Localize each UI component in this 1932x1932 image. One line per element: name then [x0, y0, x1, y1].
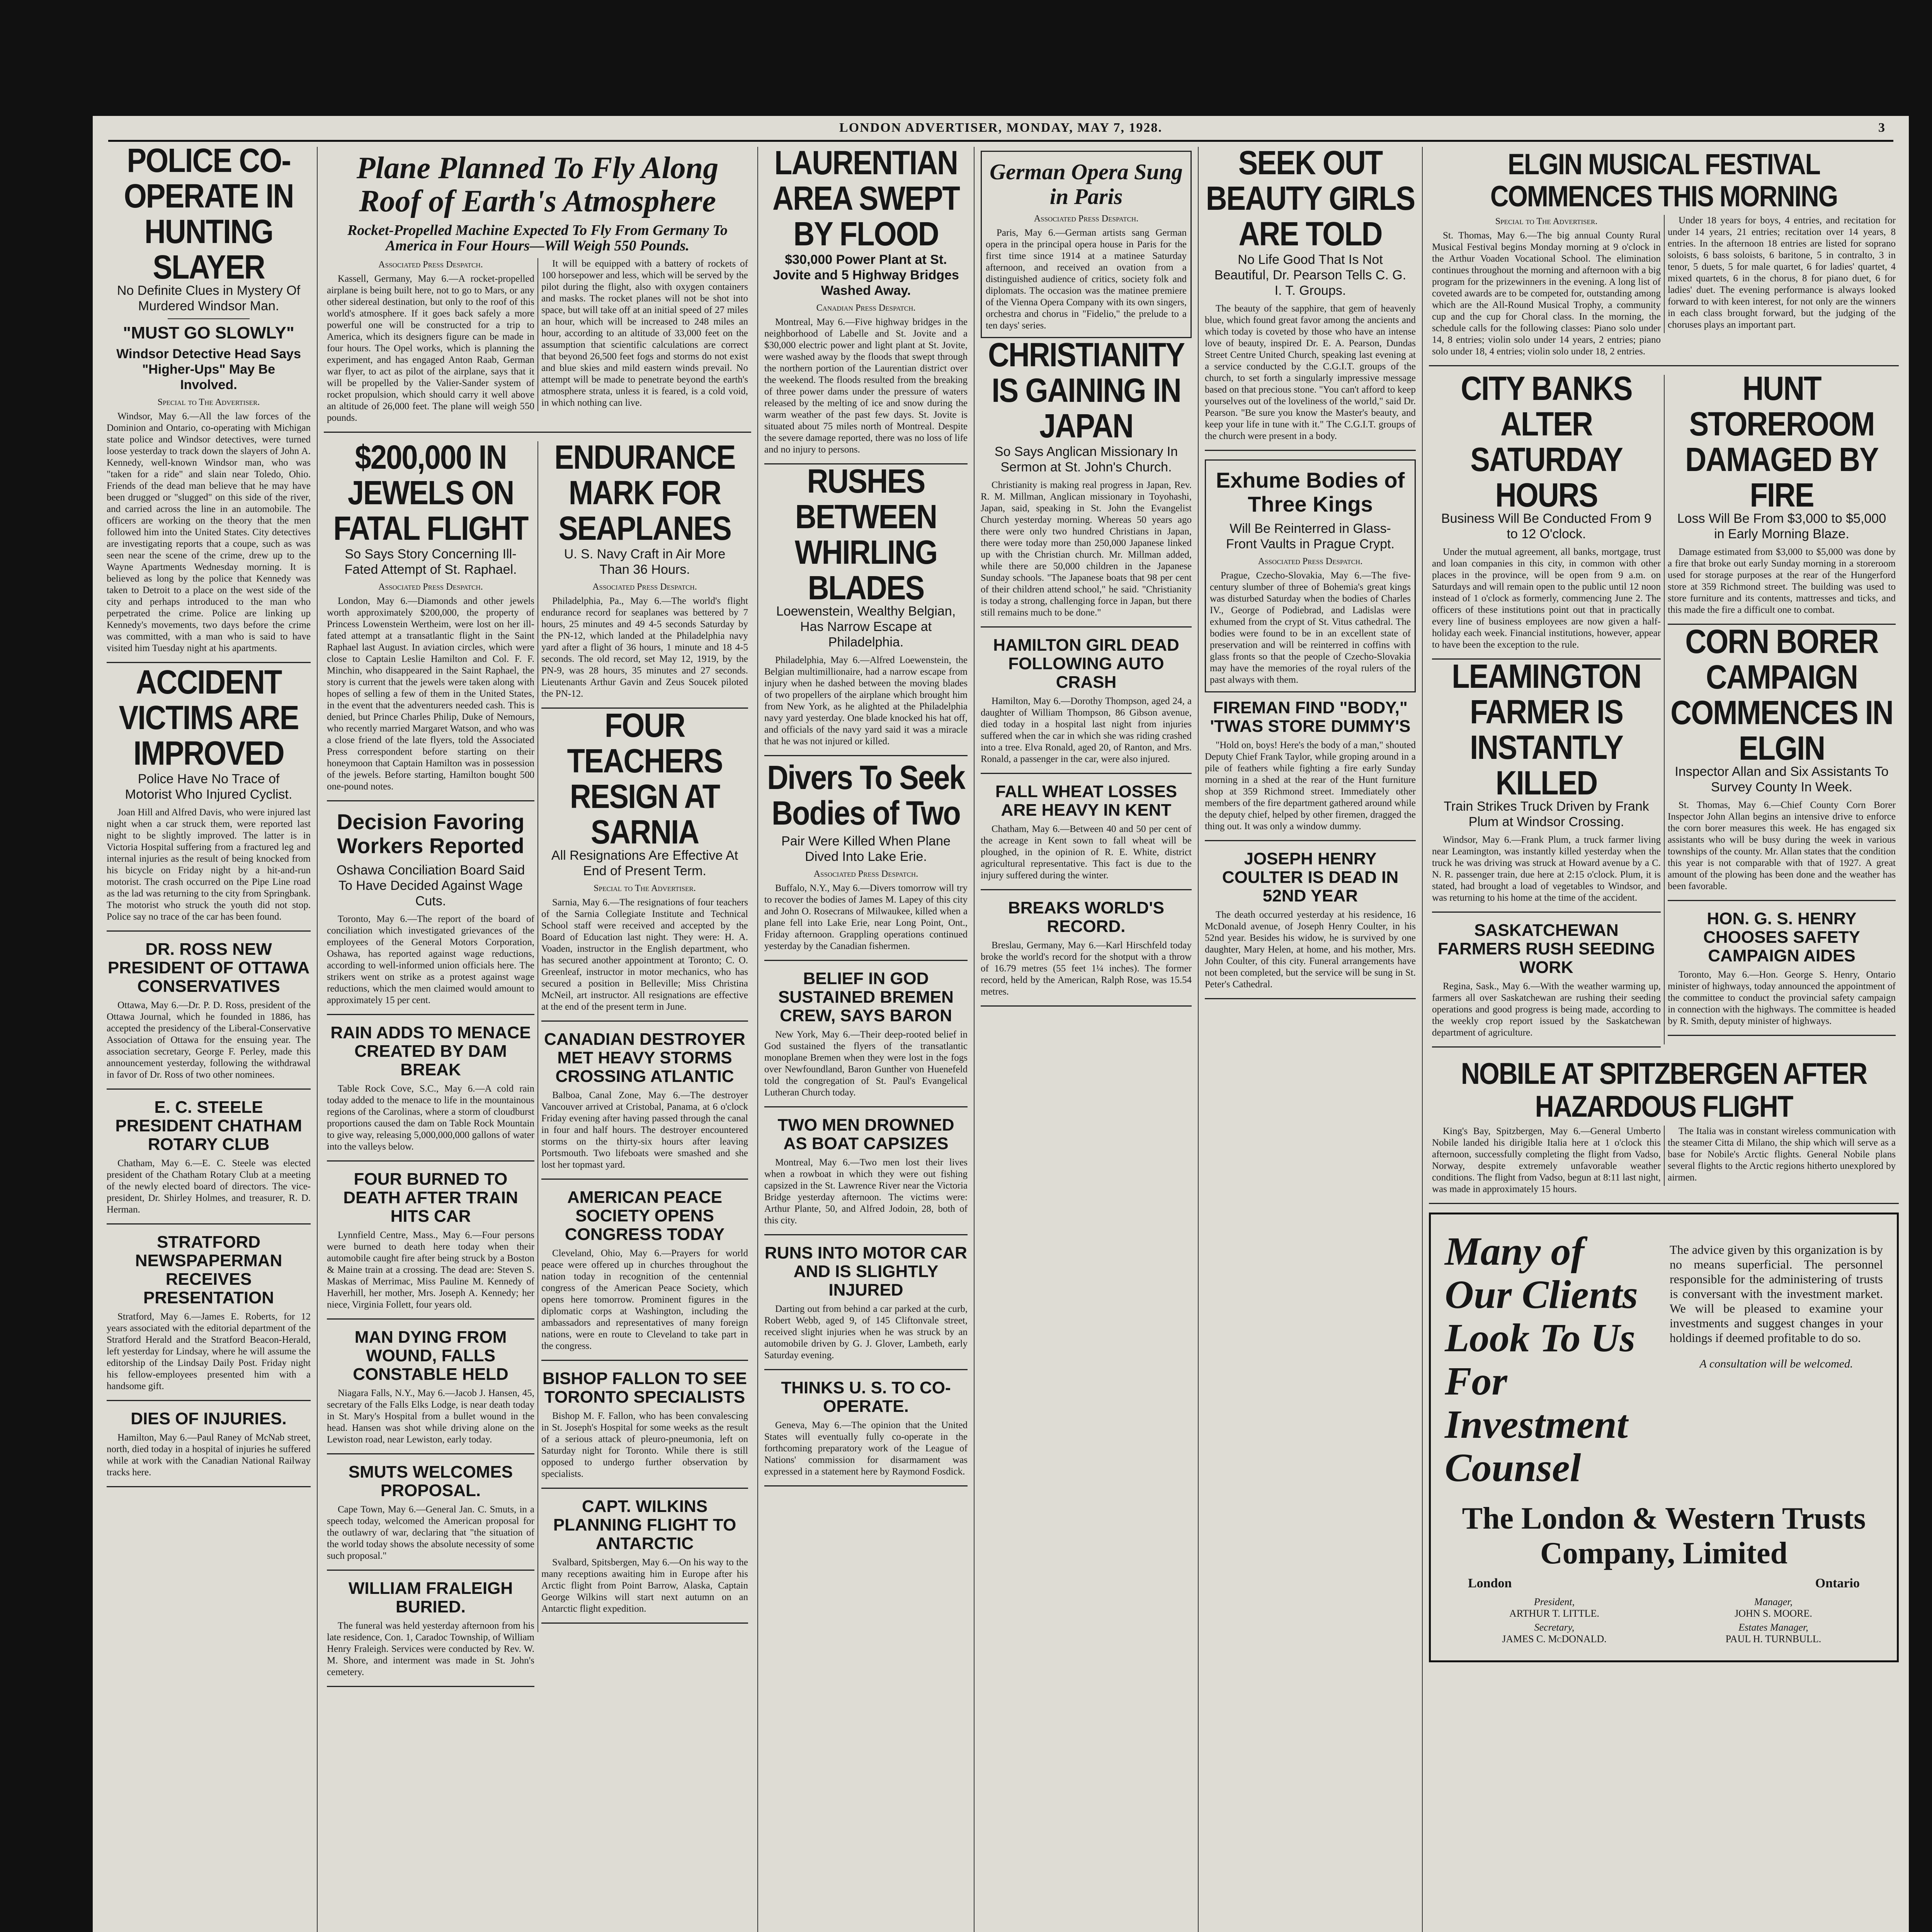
deck: Inspector Allan and Six Assistants To Survey County In Week. — [1675, 764, 1889, 794]
headline: FOUR TEACHERS RESIGN AT SARNIA — [567, 706, 723, 851]
headline: NOBILE AT SPITZBERGEN AFTER HAZARDOUS FLIGHT — [1461, 1056, 1867, 1124]
story-body: Kassell, Germany, May 6.—A rocket-propelled airplane is being built here, not to go to Mars, or any other sidereal destination, but only to the roof of this world's atmosphere. If it goes back safely a more powerful one will be constructed for a trip to America, which its designers figure can be made in four hours. The Opel works, which is planning the experiment, and has engaged Anton Raab, German war flyer, to act as pilot of the airplane, says that it will be propelled by the Valier-Sander system of rocket propulsion, which should carry it well above an altitude of 26,000 feet. The plane will weigh 550 pounds. — [327, 274, 534, 423]
story-destroyer — [541, 1030, 748, 1180]
headline: LEAMINGTON FARMER IS INSTANTLY KILLED — [1452, 657, 1641, 802]
column-1 — [100, 147, 317, 1932]
story-smuts — [327, 1463, 534, 1571]
column-3 — [537, 438, 751, 1632]
column-2 — [324, 438, 537, 1696]
story-jewels — [327, 438, 534, 801]
story-accident — [107, 663, 311, 932]
officer-name: ARTHUR T. LITTLE. — [1509, 1608, 1599, 1619]
story-christianity — [981, 336, 1192, 628]
headline: FOUR BURNED TO DEATH AFTER TRAIN HITS CAR — [343, 1170, 518, 1226]
story-body: New York, May 6.—Their deep-rooted belief in God sustained the flyers of the transatlantic monoplane Bremen when they were lost in the fogs over Newfoundland, Baron Gunther von Huenefeld told the congregation of St. Paul's Evangelical Lutheran Church today. — [764, 1029, 968, 1098]
officer — [1664, 1622, 1883, 1645]
officer — [1445, 1622, 1664, 1645]
headline: THINKS U. S. TO CO-OPERATE. — [781, 1378, 951, 1416]
story-column — [1664, 1126, 1899, 1186]
headline: DIES OF INJURIES. — [131, 1409, 287, 1428]
headline: Divers To Seek Bodies of Two — [767, 759, 965, 832]
deck: Train Strikes Truck Driven by Frank Plum at Windsor Crossing. — [1444, 799, 1649, 829]
ad-copy — [1670, 1230, 1883, 1490]
story-body: Bishop M. F. Fallon, who has been convalescing in St. Joseph's Hospital for some weeks as the result of a serious attack of pleuro-pneumonia, left on Saturday night for Toronto. While there is still opposed to undergo further observation by specialists. — [541, 1411, 748, 1479]
newspaper-page — [93, 116, 1909, 1932]
story-body: Joan Hill and Alfred Davis, who were injured last night when a car struck them, were reported last night to be slightly improved. The latter is in Victoria Hospital suffering from a fractured leg and internal injuries as the result of being knocked from his bicycle on Friday night by a hit-and-run motorist. The crash occurred on the Pipe Line road as the lad was returning to the city from Springbank. The motorist who struck the youth did not stop. Police say no trace of the car has been found. — [107, 807, 311, 922]
story-exhume — [1205, 459, 1416, 692]
story-body: Under the mutual agreement, all banks, mortgage, trust and loan companies in this city, in common with other places in the province, will be open from 9 a.m. on Saturdays and will remain open to the public until 12 noon instead of 1 o'clock as formerly, commencing June 2. The officers of these institutions point out that in practically every line of business employees are now given a half-holiday each week. Financial institutions, however, appear to have been the exception to the rule. — [1432, 547, 1661, 650]
story-column — [1429, 1126, 1664, 1197]
story-police — [107, 147, 311, 663]
headline: CANADIAN DESTROYER MET HEAVY STORMS CROSSING ATLANTIC — [544, 1030, 745, 1086]
story-leamington — [1432, 657, 1661, 913]
headline: RUNS INTO MOTOR CAR AND IS SLIGHTLY INJURED — [765, 1243, 967, 1299]
story-body: Windsor, May 6.—Frank Plum, a truck farmer living near Leamington, was instantly killed yesterday when the truck he was driving was struck at Howard avenue by a C. N. R. passenger train, due here at 2:15 o'clock. Plum, it is stated, had brought a load of vegetables to Windsor, and was returning to his home at the time of the accident. — [1432, 835, 1661, 903]
officer-role: President, — [1534, 1596, 1575, 1607]
story-bremen — [764, 969, 968, 1107]
dateline: Associated Press Despatch. — [592, 582, 697, 592]
story-body: Toronto, May 6.—Hon. George S. Henry, Ontario minister of highways, today announced the appointment of the committee to conduct the provincial safety campaign in connection with the highways. The committee is headed by R. Smith, deputy minister of highways. — [1668, 969, 1896, 1026]
story-nobile — [1429, 1056, 1899, 1204]
story-column — [1429, 215, 1664, 360]
headline: WILLIAM FRALEIGH BURIED. — [348, 1579, 513, 1616]
story-body: The death occurred yesterday at his residence, 16 McDonald avenue, of Joseph Henry Coulter, in his 52nd year. Besides his widow, he is survived by one daughter, Mary Helen, at home, and his mother, Mrs. John Coulter, of this city. Funeral arrangements have not been completed, but the service will be sung in St. Peter's Cathedral. — [1205, 910, 1416, 990]
headline: RAIN ADDS TO MENACE CREATED BY DAM BREAK — [330, 1023, 531, 1079]
story-seaplanes — [541, 438, 748, 709]
story-body: Chatham, May 6.—Between 40 and 50 per cent of the acreage in Kent sown to fall wheat will be ploughed, in the opinion of R. E. White, district agricultural representative. This fact is due to the injury suffered during the winter. — [981, 824, 1192, 881]
story-injuries — [107, 1410, 311, 1487]
officer-name: PAUL H. TURNBULL. — [1725, 1633, 1821, 1645]
headline: BISHOP FALLON TO SEE TORONTO SPECIALISTS — [543, 1369, 747, 1406]
story-body: Under 18 years for boys, 4 entries, and recitation for under 14 years, 21 entries; recitation over 14 years, 8 entries. In the afternoon 18 entries are listed for soprano soloists, 6 bass soloists, 6 baritone, 5 in contralto, 3 in tenor, 5 duets, 5 for male quartet, 6 for ladies' quartet, 4 mixed quartets, 6 in the chorus, 8 for piano duet, 6 for ladies' duet. The evening performance is always looked forward to with keen interest, for not only are the winners in each class brought forward, but the judging of the choruses plays an important part. — [1668, 215, 1896, 330]
story-henry — [1668, 910, 1896, 1036]
story-divers — [764, 759, 968, 961]
story-steele — [107, 1098, 311, 1225]
headline: SMUTS WELCOMES PROPOSAL. — [348, 1463, 513, 1500]
story-saskatchewan — [1432, 921, 1661, 1048]
deck: No Definite Clues in Mystery Of Murdered Windsor Man. — [117, 283, 301, 313]
story-rain — [327, 1024, 534, 1162]
story-rushes — [764, 462, 968, 756]
headline: CITY BANKS ALTER SATURDAY HOURS — [1461, 369, 1632, 514]
ad-location — [1468, 1576, 1860, 1591]
story-body: Table Rock Cove, S.C., May 6.—A cold rain today added to the menace to life in the mountainous regions of the Carolinas, where a storm of cloudburst proportions caused the dam on Table Rock Mountain to give way, releasing 5,000,000,000 gallons of water into the valleys below. — [327, 1083, 534, 1152]
headline: Exhume Bodies of Three Kings — [1216, 468, 1405, 516]
deck: Will Be Reinterred in Glass-Front Vaults in Prague Crypt. — [1226, 521, 1395, 551]
story-body: Balboa, Canal Zone, May 6.—The destroyer Vancouver arrived at Cristobal, Panama, at 6 o'clock Friday evening after having passed through the canal in four and half hours. The destroyer encountered storms on the thirty-six hours after leaving Portsmouth. Two lifeboats were smashed and she lost her topmast yard. — [541, 1090, 748, 1170]
story-drowned — [764, 1116, 968, 1235]
story-plane — [324, 151, 751, 433]
dateline: Special to The Advertiser. — [594, 883, 696, 893]
column-2-3 — [317, 147, 757, 1932]
ad-top — [1445, 1230, 1883, 1490]
column-7-8 — [1422, 147, 1905, 1932]
headline: $200,000 IN JEWELS ON FATAL FLIGHT — [333, 438, 528, 548]
officer-role: Secretary, — [1534, 1622, 1575, 1633]
dateline: Canadian Press Despatch. — [816, 303, 916, 313]
story-body: Montreal, May 6.—Two men lost their lives when a rowboat in which they were out fishing capsized in the St. Lawrence River near the Victoria Bridge yesterday afternoon. The victims were: Arthur Plante, 50, and Alfred Jodoin, 28, both of this city. — [764, 1157, 968, 1226]
headline: SEEK OUT BEAUTY GIRLS ARE TOLD — [1206, 147, 1415, 253]
headline: Decision Favoring Workers Reported — [337, 810, 525, 858]
story-body: Christianity is making real progress in Japan, Rev. R. M. Millman, Anglican missionary in Toyohashi, Japan, said, speaking in St. John the Evangelist Church yesterday morning. Whereas 50 years ago there were only two hundred Christians in Japan, there were today more than 250,000 Japanese linked up with the Christian church. Mr. Millman added, while there are 50,000 children in the Japanese Sunday schools. "The Japanese boats that 98 per cent of their children attend school," he said. "Christianity is today a strong, challenging force in Japan, but there still remains much to be done." — [981, 480, 1192, 618]
ad-note: A consultation will be welcomed. — [1699, 1357, 1853, 1370]
story-cooperate — [764, 1379, 968, 1486]
story-cornborer — [1668, 622, 1896, 901]
headline: DR. ROSS NEW PRESIDENT OF OTTAWA CONSERVATIVES — [107, 940, 310, 996]
story-storeroom — [1668, 369, 1896, 625]
headline: LAURENTIAN AREA SWEPT BY FLOOD — [772, 147, 959, 253]
story-dying — [327, 1328, 534, 1454]
headline: POLICE CO-OPERATE IN HUNTING SLAYER — [124, 147, 294, 286]
divider — [168, 318, 249, 319]
story-banks — [1432, 369, 1661, 660]
headline: HAMILTON GIRL DEAD FOLLOWING AUTO CRASH — [993, 636, 1179, 692]
story-body: Regina, Sask., May 6.—With the weather warming up, farmers all over Saskatchewan are rushing their seeding operations and good progress is being made, according to the weekly crop report issued by the Saskatchewan department of agriculture. — [1432, 981, 1661, 1038]
story-runsinto — [764, 1244, 968, 1370]
story-body: Svalbard, Spitsbergen, May 6.—On his way to the many receptions awaiting him in Europe after his Arctic flight from Point Barrow, Alaska, Captain George Wilkins will start next autumn on an Antarctic flight expedition. — [541, 1557, 748, 1614]
story-column — [1664, 215, 1899, 333]
story-column — [324, 258, 537, 426]
headline: MAN DYING FROM WOUND, FALLS CONSTABLE HELD — [353, 1328, 509, 1384]
story-body: Damage estimated from $3,000 to $5,000 was done by a fire that broke out early Sunday morning in a storeroom used for storage purposes at the rear of the Hungerford store at 359 Richmond street. The building was used to store furniture and its contents, mattresses and ticks, and this made the fire a difficult one to combat. — [1668, 547, 1896, 615]
headline: SASKATCHEWAN FARMERS RUSH SEEDING WORK — [1437, 921, 1655, 977]
officer — [1664, 1596, 1883, 1619]
story-wilkins — [541, 1497, 748, 1624]
story-coulter — [1205, 850, 1416, 999]
story-body: Chatham, May 6.—E. C. Steele was elected president of the Chatham Rotary Club at a meeting of the newly elected board of directors. The vice-president, Dr. Shirley Holmes, and treasurer, R. D. Herman. — [107, 1158, 311, 1215]
ad-city-left: London — [1468, 1576, 1512, 1590]
headline: JOSEPH HENRY COULTER IS DEAD IN 52ND YEAR — [1222, 849, 1399, 905]
dateline: Special to The Advertiser. — [1495, 216, 1598, 226]
ad-officers — [1445, 1596, 1883, 1645]
folio-text: LONDON ADVERTISER, MONDAY, MAY 7, 1928. — [839, 121, 1162, 135]
headline: ENDURANCE MARK FOR SEAPLANES — [554, 438, 735, 548]
story-body: Paris, May 6.—German artists sang German opera in the principal opera house in Paris for the first time since 1914 at a matinee Saturday afternoon, and received an ovation from a distinguished audience of critics, society folk and diplomats. The occasion was the matinee premiere of the Vienna Opera Company with its own singers, orchestra and chorus in "Fidelio," the prelude to a ten days' series. — [986, 228, 1187, 331]
story-body: Toronto, May 6.—The report of the board of conciliation which investigated grievances of the employees of the General Motors Corporation, Oshawa, has reported against wage reductions, according to well-informed union officials here. The strikers went on strike as a protest against wage reductions, which the men claimed would amount to approximately 15 per cent. — [327, 914, 534, 1005]
deck: Loewenstein, Wealthy Belgian, Has Narrow Escape at Philadelphia. — [776, 604, 956, 650]
column-6 — [1198, 147, 1422, 1932]
headline: RUSHES BETWEEN WHIRLING BLADES — [794, 462, 937, 607]
story-decision — [327, 810, 534, 1015]
story-body: Hamilton, May 6.—Dorothy Thompson, aged 24, a daughter of William Thompson, 86 Gibson avenue, died today in a hospital last night from injuries suffered when the car in which she was riding crashed into a tree. Elva Ronald, aged 20, of Ranton, and Mrs. Ronald, a passenger in the car, were also injured. — [981, 696, 1192, 764]
story-body: The beauty of the sapphire, that gem of heavenly blue, which found great favor among the ancients and which today is coveted by those who have an intense love of beauty, inspired Dr. E. A. Pearson, Dundas Street Centre United Church, speaking last evening at a service conducted by the C.G.I.T. groups of the church, to set forth a singularly impressive message based on that precious stone. "You can't afford to keep yourselves out of the loveliness of the world," said Dr. Pearson. "Be sure you know the Master's beauty, and keep your life in tune with it." The C.G.I.T. groups of the church were present in a body. — [1205, 303, 1416, 441]
deck: Rocket-Propelled Machine Expected To Fly From Germany To America in Four Hours—Will Weigh 550 Pounds. — [347, 222, 728, 254]
deck: Police Have No Trace of Motorist Who Injured Cyclist. — [125, 772, 293, 802]
story-teachers — [541, 706, 748, 1022]
headline: CHRISTIANITY IS GAINING IN JAPAN — [988, 336, 1184, 445]
headline: CORN BORER CAMPAIGN COMMENCES IN ELGIN — [1670, 622, 1893, 767]
story-body: St. Thomas, May 6.—Chief County Corn Borer Inspector John Allan begins an intensive drive to enforce the corn borer measures this week. He has engaged six assistants who will be busy during the week in various townships of the county. Mr. Allan states that the condition this year is not comparable with that of 1927. A great amount of the plowing has been done and the weather has been favorable. — [1668, 800, 1896, 891]
column-5 — [974, 147, 1198, 1932]
story-laurentian — [764, 147, 968, 464]
story-body: Philadelphia, Pa., May 6.—The world's flight endurance record for seaplanes was bettered by 7 hours, 25 minutes and 49 4-5 seconds Saturday by the PN-12, which landed at the Philadelphia navy yard after a flight of 36 hours, 1 minute and 18 4-5 seconds. The old record, set May 12, 1919, by the PN-9, was 28 hours, 35 minutes and 27 seconds. Lieutenants Arthur Gavin and Zeus Soucek piloted the PN-12. — [541, 596, 748, 699]
story-opera — [981, 151, 1192, 338]
story-record — [981, 899, 1192, 1007]
deck: Pair Were Killed When Plane Dived Into Lake Erie. — [781, 834, 951, 864]
officer-role: Manager, — [1754, 1596, 1793, 1607]
ad-company-name: The London & Western Trusts Company, Limited — [1462, 1502, 1866, 1570]
ad-city-right: Ontario — [1815, 1576, 1860, 1590]
story-body: The funeral was held yesterday afternoon from his late residence, Con. 1, Caradoc Township, of William Henry Fraleigh. Services were conducted by Rev. W. M. Shore, and interment was made in St. John's cemetery. — [327, 1621, 534, 1677]
deck: All Resignations Are Effective At End of Present Term. — [551, 848, 738, 878]
story-beauty — [1205, 147, 1416, 451]
deck: $30,000 Power Plant at St. Jovite and 5 Highway Bridges Washed Away. — [773, 252, 959, 298]
story-body: Cape Town, May 6.—General Jan. C. Smuts, in a speech today, welcomed the American proposal for the outlawry of war, declaring that "the situation of the world today shows the absolute necessity of some such proposal." — [327, 1504, 534, 1561]
story-body: Prague, Czecho-Slovakia, May 6.—The five-century slumber of three of Bohemia's great kings was disturbed Saturday when the bodies of Charles IV., George of Podiebrad, and Ladislas were exhumed from the crypt of St. Vitus cathedral. The bodies were found to be in an excellent state of preservation and will be reinterred in coffins with glass fronts so that the people of Czecho-Slovakia may have the memories of the royal rulers of the past always with them. — [1210, 570, 1411, 685]
deck: So Says Anglican Missionary In Sermon at St. John's Church. — [994, 444, 1178, 474]
story-body: Cleveland, Ohio, May 6.—Prayers for world peace were offered up in churches throughout the nation today in recognition of the centennial congress of the American Peace Society, which opens here tomorrow. Prominent figures in the diplomatic corps at Washington, including the ambassadors and representatives of many foreign nations, were en route to Cleveland to take part in the congress. — [541, 1248, 748, 1351]
deck: Oshawa Conciliation Board Said To Have Decided Against Wage Cuts. — [336, 863, 525, 908]
deck: So Says Story Concerning Ill-Fated Attempt of St. Raphael. — [344, 547, 517, 577]
headline: AMERICAN PEACE SOCIETY OPENS CONGRESS TODAY — [565, 1188, 725, 1244]
story-hamiltongirl — [981, 636, 1192, 774]
dateline: Associated Press Despatch. — [378, 582, 483, 592]
officer — [1445, 1596, 1664, 1619]
story-fireman — [1205, 699, 1416, 841]
headline: FALL WHEAT LOSSES ARE HEAVY IN KENT — [995, 782, 1177, 820]
story-body: Niagara Falls, N.Y., May 6.—Jacob J. Hansen, 45, secretary of the Falls Elks Lodge, is near death today in St. Mary's Hospital from a bullet wound in the head. Hansen was shot while driving alone on the Lewiston road, near Lewiston, early today. — [327, 1388, 534, 1445]
story-stratford — [107, 1233, 311, 1401]
trust-company-advertisement — [1429, 1213, 1899, 1662]
deck: U. S. Navy Craft in Air More Than 36 Hours. — [564, 547, 726, 577]
story-body: Montreal, May 6.—Five highway bridges in the neighborhood of Labelle and St. Jovite and a $30,000 electric power and light plant at St. Jovite, were washed away by the floods that swept through the northern portion of the Laurentian district over the weekend. The floods resulted from the breaking of three power dams under the pressure of waters released by the melting of ice and snow during the warm weather of the past few days. St. Jovite is situated about 75 miles north of Montreal. Despite the severe damage reported, there was no loss of life and no injury to persons. — [764, 317, 968, 455]
dateline: Associated Press Despatch. — [1258, 556, 1363, 566]
folio-line — [116, 121, 1886, 136]
dateline: Associated Press Despatch. — [813, 869, 918, 879]
story-burned — [327, 1170, 534, 1320]
headline: ACCIDENT VICTIMS ARE IMPROVED — [119, 663, 299, 772]
ad-body: The advice given by this organization is by no means superficial. The personnel responsible for the administering of trusts is conversant with the investment market. We will be pleased to examine your investments and suggest changes in your holdings if deemed profitable to do so. — [1670, 1243, 1883, 1345]
story-body: Stratford, May 6.—James E. Roberts, for 12 years associated with the editorial department of the Stratford Herald and the Stratford Beacon-Herald, left yesterday for Lindsay, where he will assume the editorship of the Lindsay Daily Post. Friday night his fellow-employees presented him with a handsome gift. — [107, 1311, 311, 1391]
headline: HON. G. S. HENRY CHOOSES SAFETY CAMPAIGN AIDES — [1703, 909, 1860, 965]
dateline: Associated Press Despatch. — [378, 260, 483, 270]
officer-role: Estates Manager, — [1738, 1622, 1808, 1633]
story-body: London, May 6.—Diamonds and other jewels worth approximately $200,000, the property of Princess Lowenstein Wertheim, were lost on her ill-fated attempt at a transatlantic flight in the Saint Raphael last August. In aviation circles, which were close to Captain Leslie Hamilton and Col. F. F. Minchin, who disappeared in the Saint Raphael, the story is current that the jewels were taken along with hopes of selling a few of them in the United States, in the event that the adventurers needed cash. This is denied, but Prince Charles Philip, Duke of Nemours, who recently married Margaret Watson, and who was a close friend of the late flyers, told the Associated Press correspondent before starting on their honeymoon that Captain Hamilton was in possession of the jewels. Before starting, Hamilton bought 500 one-pound notes. — [327, 596, 534, 792]
headline: German Opera Sung in Paris — [990, 159, 1183, 209]
headline: ELGIN MUSICAL FESTIVAL COMMENCES THIS MORNING — [1490, 148, 1838, 213]
column-4 — [757, 147, 974, 1932]
headline: BELIEF IN GOD SUSTAINED BREMEN CREW, SAYS BARON — [778, 969, 954, 1025]
story-wheat — [981, 782, 1192, 890]
story-body: Philadelphia, May 6.—Alfred Loewenstein, the Belgian multimillionaire, had a narrow escape from injury when he dashed between the moving blades of two propellers of the airplane which brought him from New York, as he alighted at the Philadelphia navy yard yesterday. One blade knocked his hat off, and officials of the navy yard said it was a miracle that he was not injured or killed. — [764, 655, 968, 747]
story-body: Geneva, May 6.—The opinion that the United States will eventually fully co-operate in the forthcoming preparatory work of the League of Nations' commission for disarmament was expressed in a statement here by Raymond Fosdick. — [764, 1420, 968, 1477]
headline: BREAKS WORLD'S RECORD. — [1008, 898, 1164, 936]
column-7 — [1429, 369, 1664, 1056]
subhead: "MUST GO SLOWLY" — [123, 323, 294, 342]
page-number: 3 — [1878, 121, 1886, 135]
story-body: It will be equipped with a battery of rockets of 100 horsepower and less, which will be served by the pilot during the flight, also with oxygen containers and masks. The rocket planes will not be shot into space, but will take off at an initial speed of 27 miles an hour, which will be increased to 248 miles an hour, according to an altitude of 33,000 feet on the assumption that scientific calculations are correct that beyond 26,500 feet fogs and storms do not exist and blue skies and mild eastern winds prevail. No attempt will be made to penetrate beyond the earth's atmosphere strata, unless it is feared, is a cold void, in which nothing can live. — [541, 259, 748, 408]
story-body: Windsor, May 6.—All the law forces of the Dominion and Ontario, co-operating with Michigan state police and Windsor detectives, were turned loose yesterday to track down the slayers of John A. Kennedy, well-known Windsor man, who was "taken for a ride" and slain near Toledo, Ohio. Friends of the dead man believe that he may have been drugged or "slugged" on this side of the river, and carried across the line in an automobile. The officers are working on the theory that the men followed him into the United States. City detectives are investigating reports that a coupe, such as was seen near the scene of the crime, drew up to the Wayne Apartments Wednesday morning. It is believed as long by the police that Kennedy was taken to Detroit to a place on the west side of the city and perhaps introduced to the man who perpetrated the crime. Police are linking up Kennedy's movements, two days before the crime was committed, with a man who is said to have visited him Tuesday night at his apartments. — [107, 411, 311, 653]
story-festival — [1429, 148, 1899, 366]
story-body: Breslau, Germany, May 6.—Karl Hirschfeld today broke the world's record for the shotput with a throw of 16.79 metres (55 feet 1¼ inches). The former record, held by the American, Ralph Rose, was 15.54 metres. — [981, 940, 1192, 997]
deck: Loss Will Be From $3,000 to $5,000 in Early Morning Blaze. — [1677, 511, 1886, 541]
deck: Windsor Detective Head Says "Higher-Ups" May Be Involved. — [116, 347, 301, 392]
story-peace — [541, 1188, 748, 1361]
headline: FIREMAN FIND "BODY," 'TWAS STORE DUMMY'S — [1210, 698, 1411, 736]
headline: STRATFORD NEWSPAPERMAN RECEIVES PRESENTATION — [135, 1233, 282, 1307]
story-column — [537, 258, 751, 411]
story-body: Buffalo, N.Y., May 6.—Divers tomorrow will try to recover the bodies of James M. Lapey of this city and John O. Rosecrans of Milwaukee, killed when a plane fell into Lake Erie, near Long Point, Ont., Friday afternoon. Grappling operations continued yesterday by the Canadian fishermen. — [764, 883, 968, 951]
story-body: St. Thomas, May 6.—The big annual County Rural Musical Festival begins Monday morning at 9 o'clock in the Arthur Voaden Vocational School. The elimination continues throughout the morning and afternoon with a big program for the prizewinners in the evening. A long list of coveted awards are to be competed for, outstanding among which are the All-Round Musical Trophy, a community cup and the cup for Choral class. In the morning, the schedule calls for the following classes: Piano solo under 14, 8 entries; violin solo under 14 years, 2 entries; piano solo under 18, 4 entries; violin solo under 18, 2 entries. — [1432, 230, 1661, 357]
ad-tagline: Many of Our Clients Look To Us For Investment Counsel — [1445, 1229, 1638, 1490]
dateline: Special to The Advertiser. — [157, 397, 260, 407]
story-fallon — [541, 1369, 748, 1489]
story-body: Ottawa, May 6.—Dr. P. D. Ross, president of the Ottawa Journal, which he founded in 1886, has accepted the presidency of the Liberal-Conservative Association of Ottawa for the ensuing year. The association secretary, George F. Perley, made this announcement yesterday, following the withdrawal in favor of Dr. Ross of two other nominees. — [107, 1000, 311, 1080]
dateline: Associated Press Despatch. — [1034, 214, 1139, 224]
story-body: "Hold on, boys! Here's the body of a man," shouted Deputy Chief Frank Taylor, while groping around in a pile of feathers while fighting a fire early Sunday morning in a shed at the rear of the Hunt furniture shop at 359 Richmond street. Immediately other members of the fire department gathered around while the deputy chief, helped by other firemen, dragged the thing out. It was only a window dummy. — [1205, 740, 1416, 832]
headline: CAPT. WILKINS PLANNING FLIGHT TO ANTARCTIC — [553, 1497, 736, 1553]
column-8 — [1664, 369, 1899, 1044]
story-body: The Italia was in constant wireless communication with the steamer Citta di Milano, the ship which will serve as a base for Nobile's Arctic flights. General Nobile plans several flights to the Arctic regions hitherto unexplored by airmen. — [1668, 1126, 1896, 1183]
story-body: King's Bay, Spitzbergen, May 6.—General Umberto Nobile landed his dirigible Italia here at 1 o'clock this afternoon, successfully completing the flight from Vadso, Norway, despite extremely unfavorable weather conditions. The flight from Vadso, begun at 8:11 last night, was made in approximately 15 hours. — [1432, 1126, 1661, 1194]
story-body: Darting out from behind a car parked at the curb, Robert Webb, aged 9, of 145 Cliftonvale street, received slight injuries when he was struck by an automobile driven by G. J. Glover, Lambeth, early Saturday evening. — [764, 1304, 968, 1361]
folio-rule — [108, 140, 1893, 142]
story-ross — [107, 940, 311, 1090]
officer-name: JOHN S. MOORE. — [1735, 1608, 1812, 1619]
officer-name: JAMES C. McDONALD. — [1502, 1633, 1607, 1645]
headline: Plane Planned To Fly Along Roof of Earth's Atmosphere — [356, 151, 719, 218]
story-body: Hamilton, May 6.—Paul Raney of McNab street, north, died today in a hospital of injuries he suffered while at work with the Canadian National Railway tracks here. — [107, 1432, 311, 1478]
deck: No Life Good That Is Not Beautiful, Dr. Pearson Tells C. G. I. T. Groups. — [1214, 252, 1406, 298]
story-body: Lynnfield Centre, Mass., May 6.—Four persons were burned to death here today when their automobile caught fire after being struck by a Boston & Maine train at a crossing. The dead are: Steven S. Maskas of Merrimac, Miss Pauline M. Kennedy of Haverhill, her mother, Mrs. Joseph A. Kennedy; her niece, Virginia Follett, four years old. — [327, 1230, 534, 1310]
headline: E. C. STEELE PRESIDENT CHATHAM ROTARY CLUB — [115, 1098, 302, 1154]
story-body: Sarnia, May 6.—The resignations of four teachers of the Sarnia Collegiate Institute and Technical School staff were received and accepted by the Board of Education last night. They were: H. A. Voaden, instructor in the English department, who has secured another appointment at Toronto; C. O. Greenleaf, instructor in motor mechanics, who has secured a position in Belleville; Miss Christina McNeil, art instructor. All resignations are effective at the end of the present term in June. — [541, 897, 748, 1012]
deck: Business Will Be Conducted From 9 to 12 O'clock. — [1441, 511, 1652, 541]
headline: TWO MEN DROWNED AS BOAT CAPSIZES — [777, 1116, 954, 1153]
headline: HUNT STOREROOM DAMAGED BY FIRE — [1685, 369, 1878, 514]
story-fraleigh — [327, 1579, 534, 1687]
